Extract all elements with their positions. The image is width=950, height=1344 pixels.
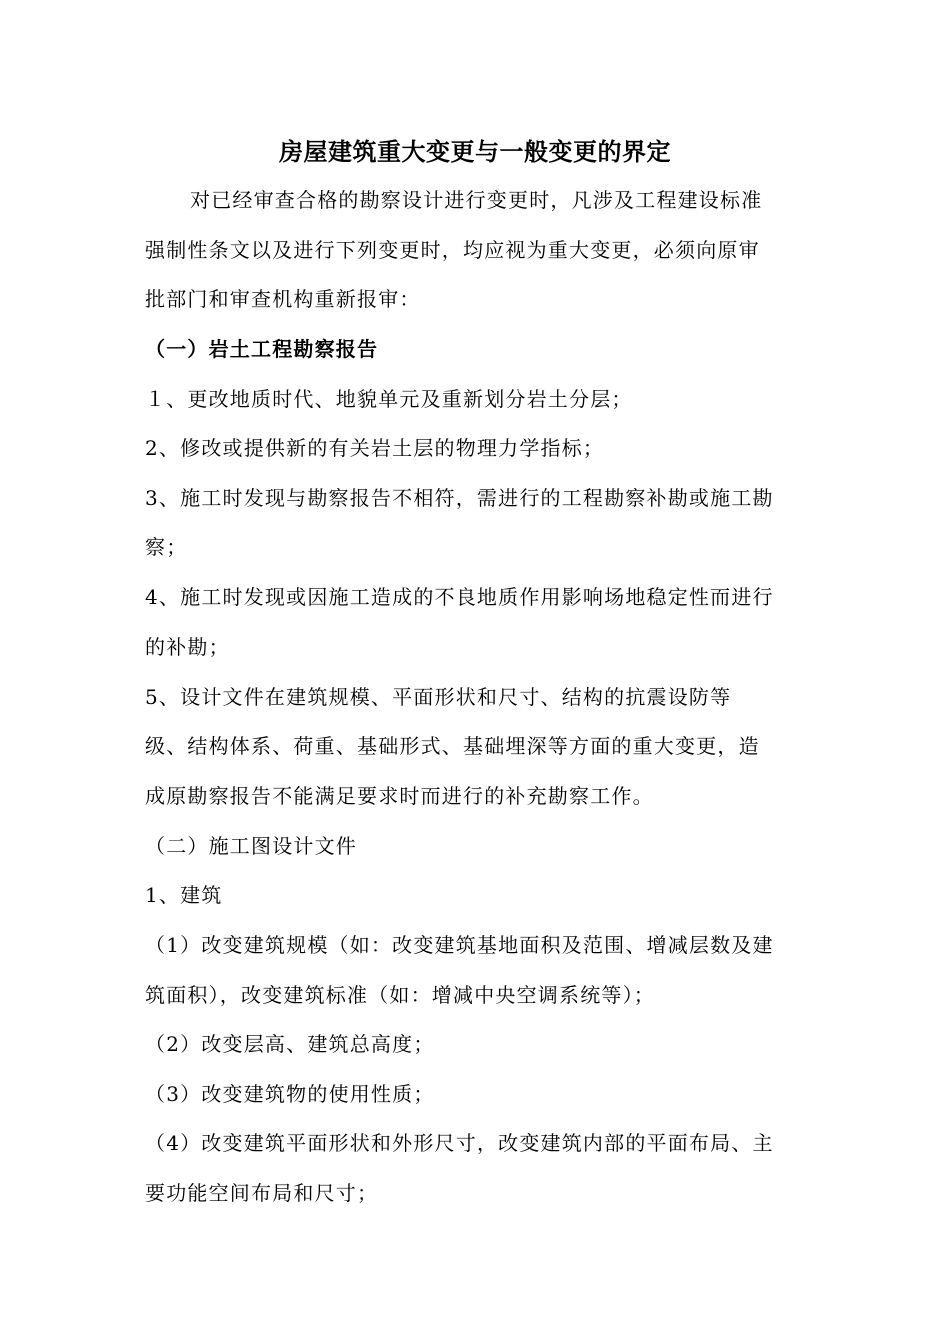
list-item: （3）改变建筑物的使用性质； (145, 1082, 435, 1106)
section-heading: （二）施工图设计文件 (145, 834, 357, 858)
list-item: （4）改变建筑平面形状和外形尺寸，改变建筑内部的平面布局、主 (145, 1131, 774, 1155)
list-item: 4、施工时发现或因施工造成的不良地质作用影响场地稳定性而进行 (145, 585, 774, 609)
paragraph-line: 对已经审查合格的勘察设计进行变更时，凡涉及工程建设标准 (190, 188, 763, 212)
list-item-continuation: 筑面积），改变建筑标准（如：增减中央空调系统等）； (145, 983, 655, 1007)
list-item: 5、设计文件在建筑规模、平面形状和尺寸、结构的抗震设防等 (145, 685, 732, 709)
document-title: 房屋建筑重大变更与一般变更的界定 (279, 137, 671, 166)
list-item-continuation: 要功能空间布局和尺寸； (145, 1181, 379, 1205)
list-item: 1、建筑 (145, 883, 223, 907)
paragraph-line: 强制性条文以及进行下列变更时，均应视为重大变更，必须向原审 (145, 238, 760, 262)
list-item-continuation: 的补勘； (145, 635, 230, 659)
list-item: （1）改变建筑规模（如：改变建筑基地面积及范围、增减层数及建 (145, 933, 774, 957)
list-item-continuation: 级、结构体系、荷重、基础形式、基础埋深等方面的重大变更，造 (145, 734, 760, 758)
paragraph-line: 批部门和审查机构重新报审： (145, 287, 421, 311)
section-heading: （一）岩土工程勘察报告 (145, 337, 379, 361)
list-item-continuation: 成原勘察报告不能满足要求时而进行的补充勘察工作。 (145, 784, 654, 808)
list-item-continuation: 察； (145, 535, 188, 559)
list-item: 3、施工时发现与勘察报告不相符，需进行的工程勘察补勘或施工勘 (145, 486, 774, 510)
list-item: １、更改地质时代、地貌单元及重新划分岩土分层； (145, 387, 633, 411)
list-item: （2）改变层高、建筑总高度； (145, 1032, 435, 1056)
list-item: 2、修改或提供新的有关岩土层的物理力学指标； (145, 436, 605, 460)
